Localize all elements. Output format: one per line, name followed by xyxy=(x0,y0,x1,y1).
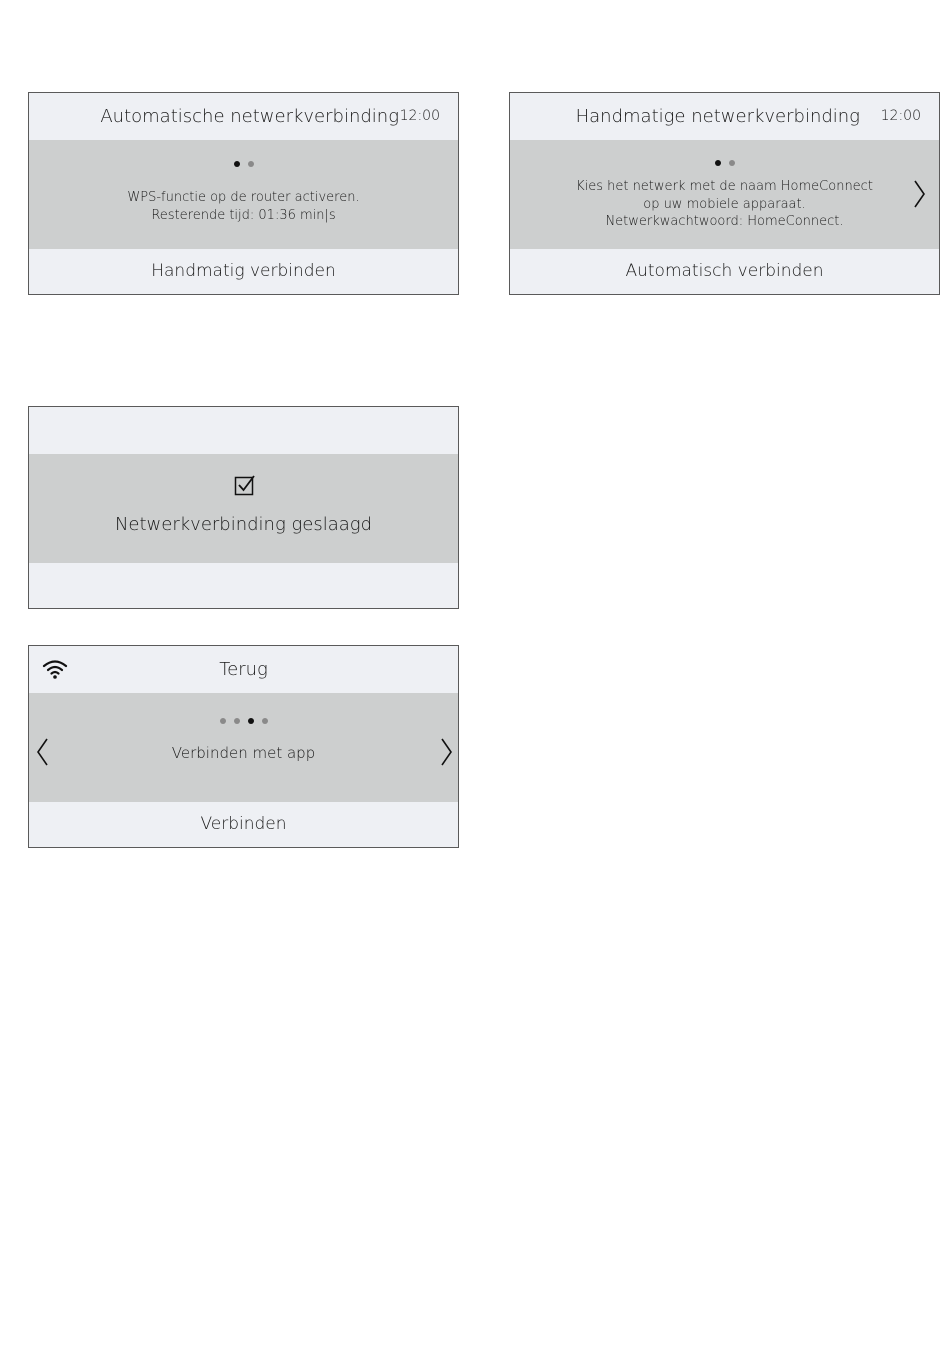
automatic-connect-button[interactable]: Automatisch verbinden xyxy=(625,261,824,281)
back-button[interactable]: Terug xyxy=(219,659,268,680)
page-dot xyxy=(248,161,254,167)
connect-button[interactable]: Verbinden xyxy=(200,814,287,834)
checkbox-checked-icon xyxy=(234,474,256,496)
message-line: WPS-functie op de router activeren. xyxy=(127,190,360,205)
content-area xyxy=(29,140,458,249)
chevron-right-icon[interactable] xyxy=(912,179,926,209)
instruction-message xyxy=(510,178,939,231)
page-dot xyxy=(262,718,268,724)
content-area xyxy=(29,693,458,802)
page-dot-active xyxy=(715,160,721,166)
page-dot xyxy=(220,718,226,724)
page-indicator xyxy=(510,160,939,166)
clock-time: 12:00 xyxy=(880,108,921,124)
clock-time: 12:00 xyxy=(399,108,440,124)
header-bar xyxy=(29,93,458,140)
manual-connection-screen xyxy=(509,92,940,295)
success-message: Netwerkverbinding geslaagd xyxy=(114,514,373,535)
message-line: Kies het netwerk met de naam HomeConnect xyxy=(576,179,873,194)
content-area xyxy=(29,454,458,563)
connection-success-screen xyxy=(28,406,459,609)
feature-label: Verbinden met app xyxy=(171,744,316,762)
header-bar xyxy=(510,93,939,140)
screen-title: Automatische netwerkverbinding xyxy=(100,106,399,127)
connect-app-screen xyxy=(28,645,459,848)
page-dot-active xyxy=(248,718,254,724)
footer-bar xyxy=(29,563,458,609)
page-dot xyxy=(234,718,240,724)
manual-connect-button[interactable]: Handmatig verbinden xyxy=(151,261,336,281)
header-bar xyxy=(29,646,458,693)
message-line: op uw mobiele apparaat. xyxy=(643,196,806,212)
message-line: Netwerkwachtwoord: HomeConnect. xyxy=(605,214,844,229)
content-area xyxy=(510,140,939,249)
automatic-connection-screen xyxy=(28,92,459,295)
message-line: Resterende tijd: 01:36 min|s xyxy=(151,207,336,223)
page-indicator xyxy=(29,161,458,167)
page-dot-active xyxy=(234,161,240,167)
instruction-message xyxy=(29,189,458,224)
footer-bar xyxy=(510,249,939,295)
page-indicator xyxy=(29,718,458,724)
screen-title: Handmatige netwerkverbinding xyxy=(575,106,860,127)
footer-bar xyxy=(29,249,458,295)
chevron-right-icon[interactable] xyxy=(439,737,453,767)
footer-bar xyxy=(29,802,458,848)
page-dot xyxy=(729,160,735,166)
header-bar xyxy=(29,407,458,454)
